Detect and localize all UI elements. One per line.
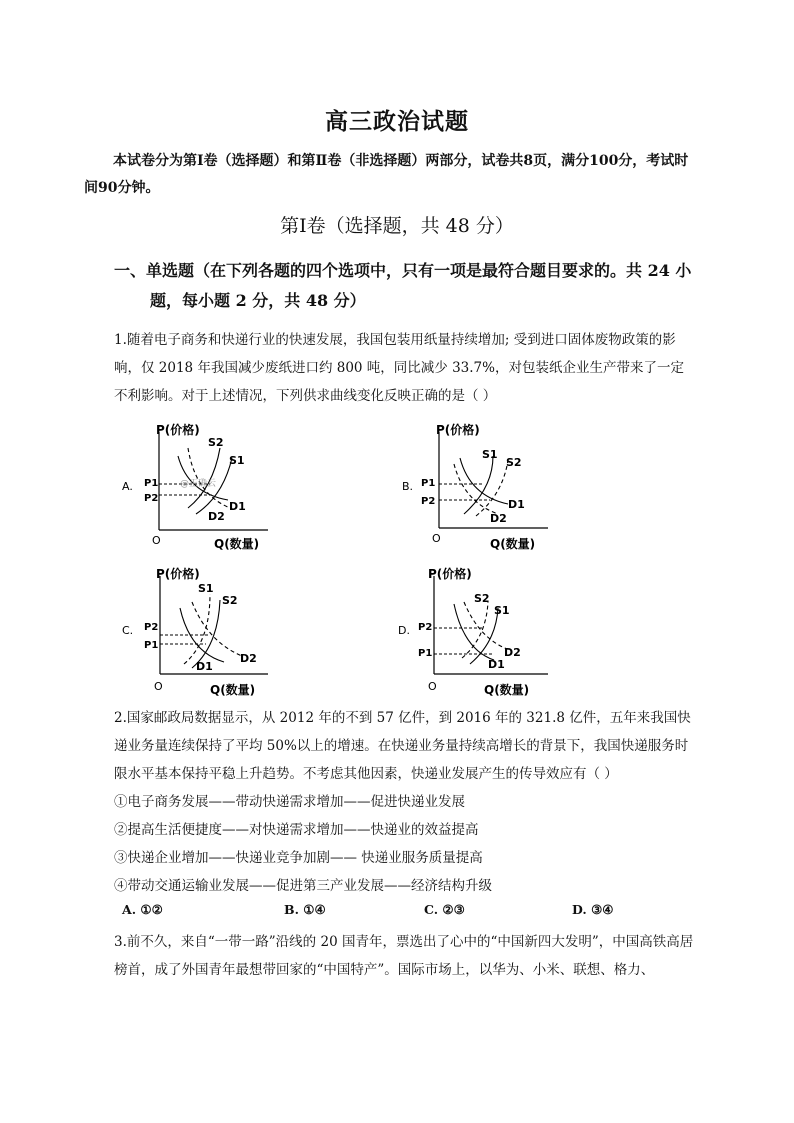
chart-d-ylabel: P(价格) [428,567,472,581]
chart-a-watermark: @正确云 [180,479,217,489]
chart-a-ylabel: P(价格) [156,423,200,437]
question-2-item-2: ②提高生活便捷度——对快递需求增加——快递业的效益提高 [114,822,479,838]
chart-d-label-d2: D2 [504,646,521,659]
question-2-text: 2.国家邮政局数据显示，从 2012 年的不到 57 亿件，到 2016 年的 321.8 亿件，五年来我国快递业务量连续保持了平均 50%以上的增速。在快递业务量持续高增长的背景下，我国快递服务时限水平基本保持平稳上升趋势。不考虑其他因素，快递业发展产生的传导效应有（ ） [114,710,691,782]
chart-d-label-d1: D1 [488,658,505,671]
chart-b-ylabel: P(价格) [436,423,480,437]
chart-b-label-s2: S2 [506,456,522,469]
chart-a-option: A. [122,480,133,493]
chart-c-origin: O [154,680,163,693]
chart-b-label-p2: P2 [421,496,436,507]
chart-b-curve-s1 [464,456,493,514]
chart-c-xlabel: Q(数量) [210,683,256,697]
question-3-text: 3.前不久，来自“一带一路”沿线的 20 国青年，票选出了心中的“中国新四大发明”，中国高铁高居榜首，成了外国青年最想带回家的“中国特产”。国际市场上，以华为、小米、联想、格力、 [114,934,694,978]
chart-b-label-s1: S1 [482,448,498,461]
chart-d-label-s2: S2 [474,592,490,605]
chart-a-label-s1: S1 [229,454,245,467]
chart-d-curve-d1 [454,604,494,660]
chart-a [118,418,278,553]
question-2-option-a: A. ①② [122,902,163,917]
chart-a-label-d1: D1 [229,500,246,513]
chart-c-label-d1: D1 [196,660,213,673]
chart-c-label-s2: S2 [222,594,238,607]
chart-b-xlabel: Q(数量) [490,537,536,551]
question-2-option-d: D. ③④ [572,902,614,917]
chart-d-origin: O [428,680,437,693]
chart-c-option: C. [122,624,134,637]
chart-a-label-s2: S2 [208,436,224,449]
chart-b-origin: O [432,532,441,545]
chart-c-label-s1: S1 [198,582,214,595]
part-title [114,256,700,316]
question-2-item-3: ③快递企业增加——快递业竞争加剧—— 快递业服务质量提高 [114,850,483,866]
question-2-option-b: B. ①④ [284,902,326,917]
chart-c-label-p1: P1 [144,640,159,651]
chart-b [398,418,558,553]
chart-a-origin: O [152,534,161,547]
chart-d-option: D. [398,624,410,637]
chart-d-xlabel: Q(数量) [484,683,530,697]
section-title: 第Ⅰ卷（选择题，共 48 分） [280,215,514,237]
chart-a-label-d2: D2 [208,510,225,523]
chart-b-label-p1: P1 [421,478,436,489]
question-1-text: 1.随着电子商务和快递行业的快速发展，我国包装用纸量持续增加; 受到进口固体废物政策的影响，仅 2018 年我国减少废纸进口约 800 吨，同比减少 33.7%，对包装纸企业生产带来了一定不利影响。对于上述情况，下列供求曲线变化反映正确的是（ ） [114,332,684,404]
question-2-item-4: ④带动交通运输业发展——促进第三产业发展——经济结构升级 [114,878,492,894]
chart-c [118,562,278,700]
chart-b-label-d2: D2 [490,512,507,525]
page-title: 高三政治试题 [325,108,469,135]
chart-b-curve-d1 [460,458,508,504]
chart-c-ylabel: P(价格) [156,567,200,581]
chart-a-curve-d1 [178,456,228,500]
chart-b-option: B. [402,480,414,493]
part-title-line2: 题，每小题 2 分，共 48 分） [150,291,366,310]
question-2-item-1: ①电子商务发展——带动快递需求增加——促进快递业发展 [114,794,465,810]
chart-d-label-p1: P1 [418,648,433,659]
chart-b-label-d1: D1 [508,498,525,511]
chart-d [398,562,558,700]
question-2-option-c: C. ②③ [424,902,465,917]
chart-a-xlabel: Q(数量) [214,537,260,551]
part-title-line1: 一、单选题（在下列各题的四个选项中，只有一项是最符合题目要求的。共 24 小 [114,261,692,280]
chart-d-label-s1: S1 [494,604,510,617]
chart-c-label-p2: P2 [144,622,159,633]
chart-c-label-d2: D2 [240,652,257,665]
exam-intro: 本试卷分为第Ⅰ卷（选择题）和第Ⅱ卷（非选择题）两部分，试卷共8页，满分100分，考试时间90分钟。 [84,153,689,196]
chart-a-label-p2: P2 [144,493,159,504]
chart-d-label-p2: P2 [418,622,433,633]
chart-a-label-p1: P1 [144,478,159,489]
